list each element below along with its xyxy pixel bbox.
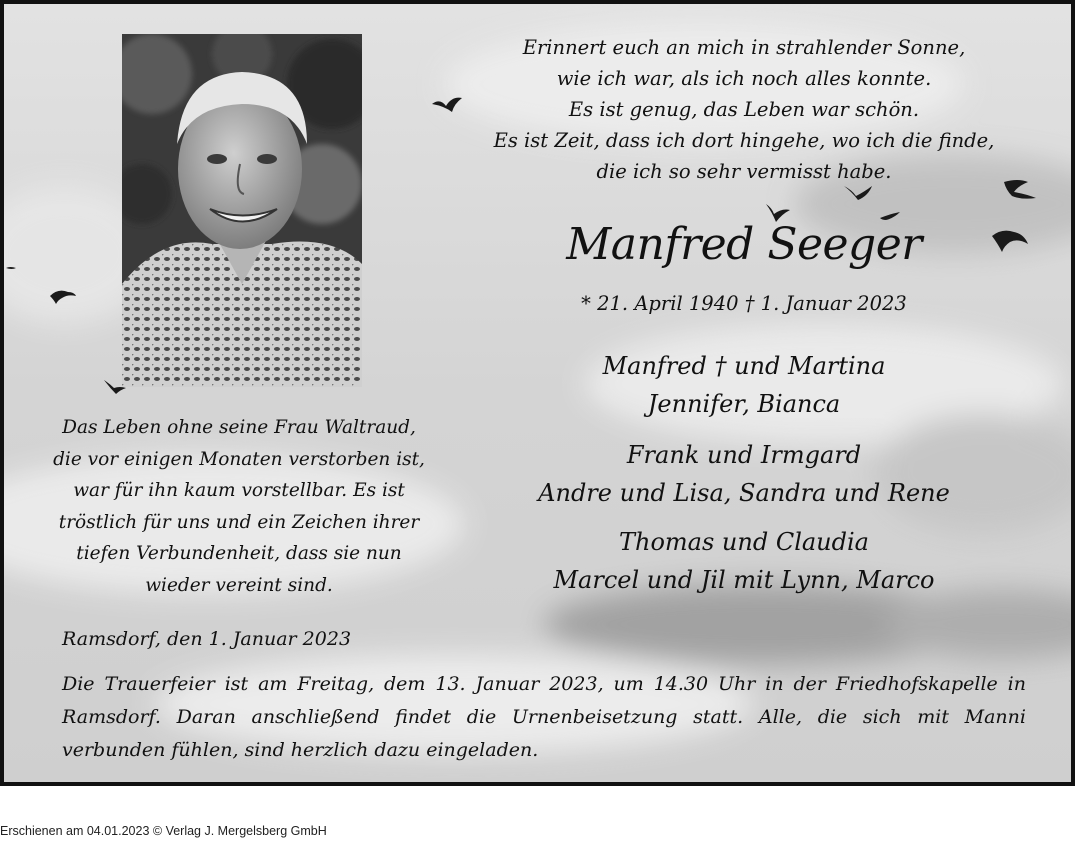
family-line: Manfred † und Martina bbox=[602, 352, 886, 380]
deceased-name: Manfred Seeger bbox=[566, 219, 922, 270]
family-line: Frank und Irmgard bbox=[626, 441, 862, 469]
family-group bbox=[504, 347, 984, 423]
memorial-poem bbox=[484, 32, 1004, 187]
funeral-service-info: Die Trauerfeier ist am Freitag, dem 13. Januar 2023, um 14.30 Uhr in der Friedhofskapelle in Ramsdorf. Daran anschließend findet die Urnenbeisetzung statt. Alle, die sich mit Manni verbunden fühlen, sind herzlich dazu eingeladen. bbox=[62, 673, 1026, 761]
poem-line: wie ich war, als ich noch alles konnte. bbox=[556, 67, 932, 90]
tribute-line: die vor einigen Monaten verstorben ist, bbox=[53, 448, 425, 470]
tribute-line: Das Leben ohne seine Frau Waltraud, bbox=[62, 417, 416, 438]
family-line: Jennifer, Bianca bbox=[647, 390, 841, 418]
family-line: Marcel und Jil mit Lynn, Marco bbox=[553, 566, 935, 594]
poem-line: Es ist Zeit, dass ich dort hingehe, wo ich die finde, bbox=[493, 129, 995, 152]
family-line: Andre und Lisa, Sandra und Rene bbox=[538, 479, 950, 507]
tribute-line: wieder vereint sind. bbox=[145, 574, 333, 596]
tribute-line: tröstlich für uns und ein Zeichen ihrer bbox=[58, 511, 420, 533]
publication-footer: Erschienen am 04.01.2023 © Verlag J. Mergelsberg GmbH bbox=[0, 824, 327, 838]
life-dates: * 21. April 1940 † 1. Januar 2023 bbox=[581, 292, 907, 315]
poem-line: Es ist genug, das Leben war schön. bbox=[568, 98, 920, 121]
family-group bbox=[504, 523, 984, 599]
tribute-line: tiefen Verbundenheit, dass sie nun bbox=[76, 543, 402, 564]
family-group bbox=[504, 436, 984, 512]
family-line: Thomas und Claudia bbox=[619, 528, 869, 556]
poem-line: Erinnert euch an mich in strahlender Sonne, bbox=[522, 36, 966, 59]
portrait-photo bbox=[122, 34, 362, 387]
poem-line: die ich so sehr vermisst habe. bbox=[596, 160, 892, 183]
place-date: Ramsdorf, den 1. Januar 2023 bbox=[62, 628, 352, 650]
tribute-line: war für ihn kaum vorstellbar. Es ist bbox=[73, 480, 405, 501]
tribute-text bbox=[44, 412, 434, 601]
